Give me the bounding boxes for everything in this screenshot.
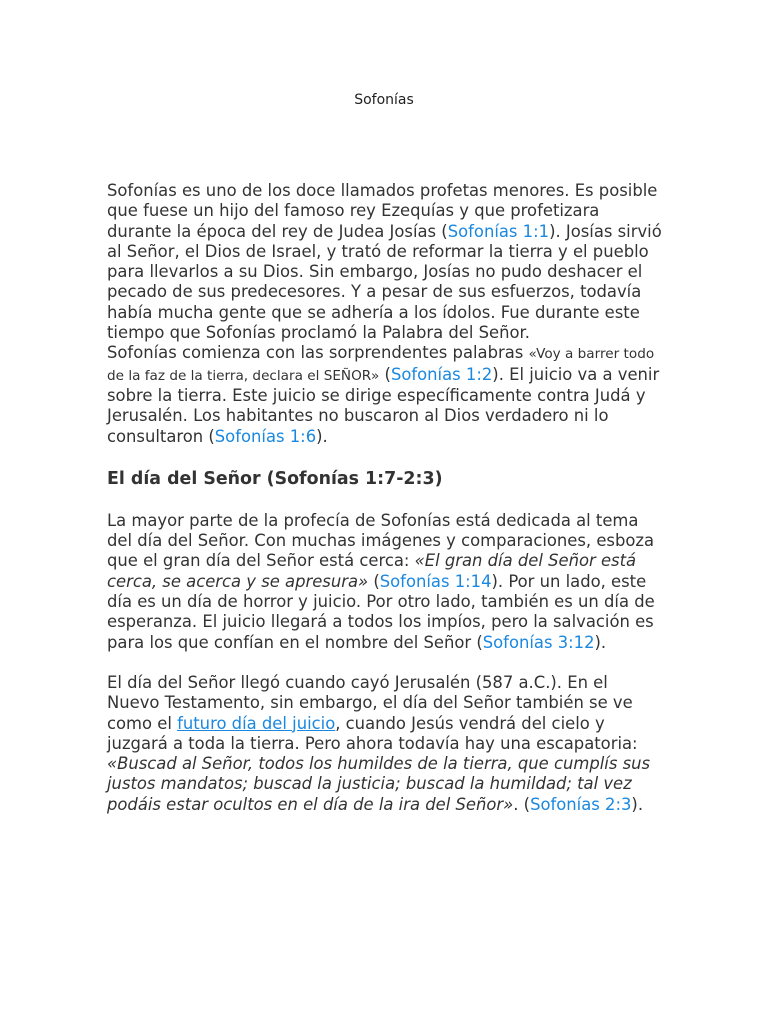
- text: Sofonías es uno de los doce llamados profetas menores. Es posible que fuese un hijo del famoso rey Ezequías y que profetizara durante la época del rey de Judea Josías (: [107, 181, 658, 241]
- text: ). El juicio va a venir sobre la tierra. Este juicio se dirige específicamente contra Judá y Jerusalén. Los habitantes no buscaron al Dios verdadero ni lo consultaron (: [107, 364, 660, 446]
- quote: «El gran día del Señor está cerca, se acerca y se apresura»: [107, 551, 637, 591]
- text: La mayor parte de la profecía de Sofonías está dedicada al tema del día del Señor. Con muchas imágenes y comparaciones, esboza que el gran día del Señor está cerca:: [107, 510, 655, 571]
- bible-reference-link[interactable]: Sofonías 1:14: [379, 571, 492, 591]
- text: ). Josías sirvió al Señor, el Dios de Israel, y trató de reformar la tierra y el pueblo para llevarlos a su Dios. Sin embargo, Josías no pudo deshacer el pecado de sus predecesores. Y a pesar de sus esfuerzos, todavía había mucha gente que se adhería a los ídolos. Fue durante este tiempo que Sofonías proclamó la Palabra del Señor.: [107, 221, 662, 343]
- bible-reference-link[interactable]: Sofonías 1:1: [447, 221, 550, 241]
- text: Sofonías comienza con las sorprendentes palabras: [107, 343, 529, 363]
- paragraph-intro: [107, 181, 663, 343]
- text: ).: [594, 632, 607, 652]
- text: El día del Señor llegó cuando cayó Jerusalén (587 a.C.). En el Nuevo Testamento, sin embargo, el día del Señor también se ve como el: [107, 672, 633, 733]
- bible-reference-link[interactable]: Sofonías 1:2: [390, 364, 493, 384]
- text: ).: [316, 426, 328, 446]
- bible-reference-link[interactable]: Sofonías 1:6: [214, 426, 317, 446]
- text: , cuando Jesús vendrá del cielo y juzgará a toda la tierra. Pero ahora todavía hay una escapatoria:: [107, 713, 638, 753]
- quote: «Buscad al Señor, todos los humildes de la tierra, que cumplís sus justos mandatos; buscad la justicia; buscad la humildad; tal vez podáis estar ocultos en el día de la ira del Señor»: [107, 754, 651, 814]
- bible-reference-link[interactable]: Sofonías 3:12: [482, 632, 595, 652]
- text: . (: [513, 794, 531, 814]
- text: (: [368, 571, 380, 591]
- paragraph-day-of-lord: [107, 511, 663, 653]
- section-heading: El día del Señor (Sofonías 1:7-2:3): [107, 468, 443, 489]
- article-body: [107, 181, 663, 815]
- text: ). Por un lado, este día es un día de horror y juicio. Por otro lado, también es un día de esperanza. El juicio llegará a todos los impíos, pero la salvación es para los que confían en el nombre del Señor (: [107, 571, 655, 652]
- bible-reference-link[interactable]: Sofonías 2:3: [530, 794, 632, 814]
- future-judgment-link[interactable]: futuro día del juicio: [177, 713, 336, 733]
- paragraph-new-testament: [107, 673, 663, 815]
- quote: «Voy a barrer todo de la faz de la tierra, declara el SEÑOR»: [107, 346, 655, 384]
- text: ).: [631, 794, 644, 814]
- paragraph-opening-words: [107, 343, 663, 446]
- document-title: Sofonías: [354, 92, 414, 108]
- text: (: [379, 364, 391, 384]
